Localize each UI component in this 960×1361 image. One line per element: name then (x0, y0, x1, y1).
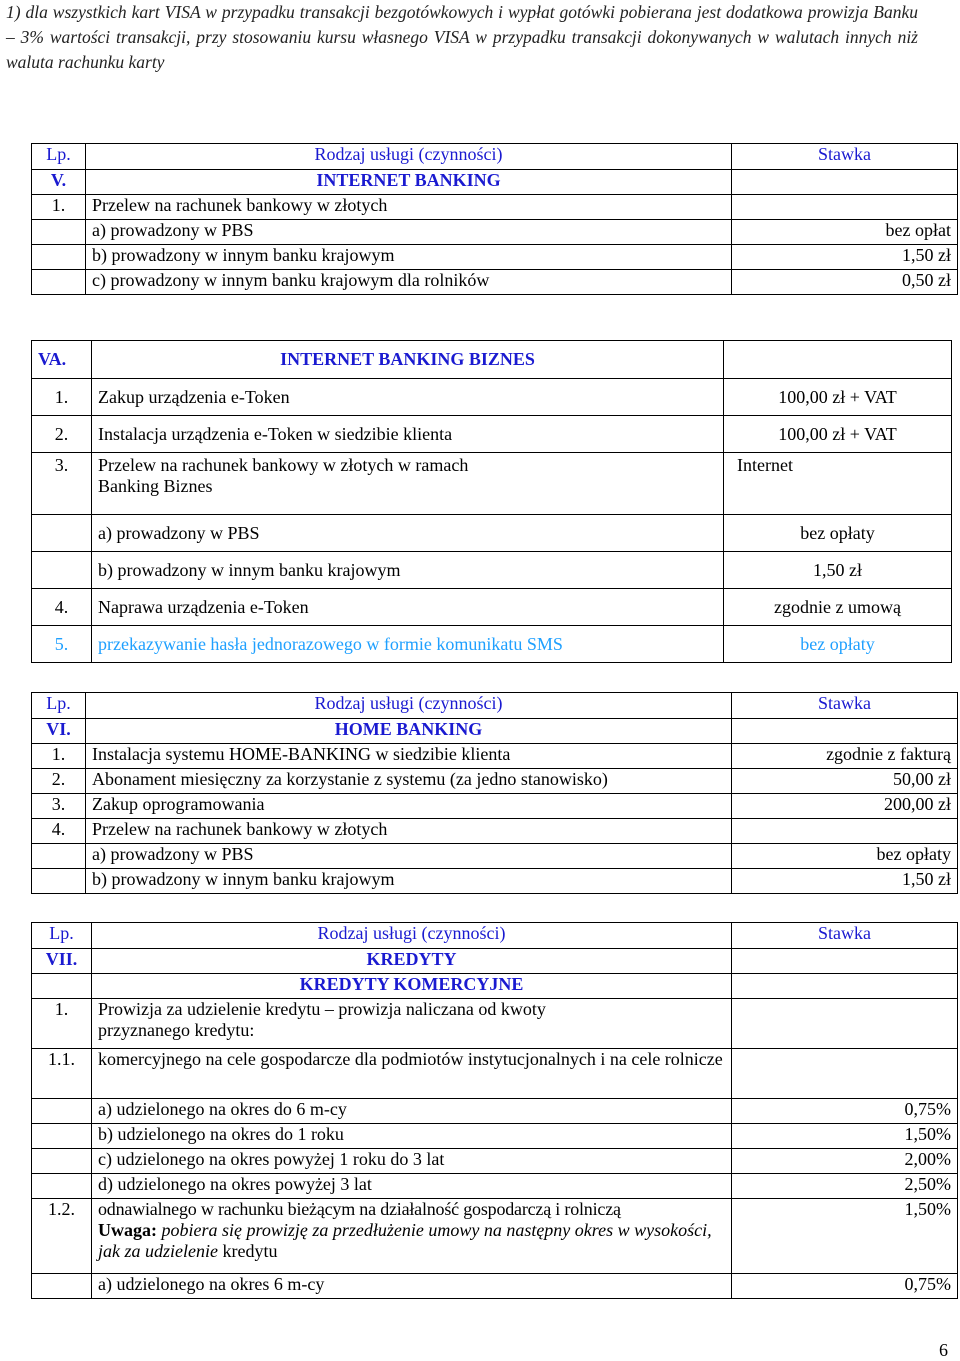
header-lp: Lp. (32, 144, 86, 170)
header-service: Rodzaj usługi (czynności) (86, 144, 732, 170)
table-row: 1. Przelew na rachunek bankowy w złotych (32, 195, 958, 220)
page-number: 6 (939, 1340, 948, 1360)
table-row: 1.2. odnawialnego w rachunku bieżącym na działalność gospodarczą i rolniczą Uwaga: pobiera się prowizję za przedłużenie umowy na następny okres w wysokości, jak za udzielenie kredytu 1,50% (32, 1199, 958, 1274)
table-row: c) prowadzony w innym banku krajowym dla rolników 0,50 zł (32, 270, 958, 295)
table-row: b) prowadzony w innym banku krajowym 1,50 zł (32, 869, 958, 894)
footnote: 1) dla wszystkich kart VISA w przypadku transakcji bezgotówkowych i wypłat gotówki pobierana jest dodatkowa prowizja Banku – 3% wartości transakcji, przy stosowaniu kursu własnego VISA w przypadku transakcji dokonywanych w walutach innych niż waluta rachunku karty (6, 2, 918, 72)
section-title-row (32, 719, 958, 744)
table-row: d) udzielonego na okres powyżej 3 lat 2,50% (32, 1174, 958, 1199)
table-header (32, 144, 958, 170)
table-row: b) prowadzony w innym banku krajowym 1,50 zł (32, 245, 958, 270)
table-row: a) udzielonego na okres do 6 m-cy 0,75% (32, 1099, 958, 1124)
table-internet-banking-biznes (31, 340, 952, 663)
section-number: V. (32, 170, 86, 195)
table-row: 4. Naprawa urządzenia e-Token zgodnie z umową (32, 589, 952, 626)
table-row: a) prowadzony w PBS bez opłaty (32, 515, 952, 552)
section-subtitle: KREDYTY KOMERCYJNE (92, 974, 732, 999)
section-title: INTERNET BANKING BIZNES (92, 341, 724, 379)
table-row: c) udzielonego na okres powyżej 1 roku do 3 lat 2,00% (32, 1149, 958, 1174)
table-row: b) udzielonego na okres do 1 roku 1,50% (32, 1124, 958, 1149)
table-row: a) udzielonego na okres 6 m-cy 0,75% (32, 1274, 958, 1299)
table-header: Lp. Rodzaj usługi (czynności) Stawka (32, 693, 958, 719)
section-number: VA. (32, 341, 92, 379)
table-row: 1. Prowizja za udzielenie kredytu – prowizja naliczana od kwoty przyznanego kredytu: (32, 999, 958, 1049)
table-row: 2. Abonament miesięczny za korzystanie z systemu (za jedno stanowisko) 50,00 zł (32, 769, 958, 794)
table-header: Lp. Rodzaj usługi (czynności) Stawka (32, 923, 958, 949)
table-kredyty (31, 922, 958, 1299)
table-row: 1.1. komercyjnego na cele gospodarcze dla podmiotów instytucjonalnych i na cele rolnicze (32, 1049, 958, 1099)
section-number: VII. (32, 949, 92, 974)
table-row: 2. Instalacja urządzenia e-Token w siedzibie klienta 100,00 zł + VAT (32, 416, 952, 453)
table-row: 3. Przelew na rachunek bankowy w złotych w ramach Internet Banking Biznes (32, 453, 952, 515)
table-internet-banking (31, 143, 958, 295)
section-subtitle-row (32, 974, 958, 999)
table-home-banking (31, 692, 958, 894)
section-number: VI. (32, 719, 86, 744)
section-title: KREDYTY (92, 949, 732, 974)
section-title: INTERNET BANKING (86, 170, 732, 195)
table-row: 4. Przelew na rachunek bankowy w złotych (32, 819, 958, 844)
section-title-row (32, 170, 958, 195)
table-row: a) prowadzony w PBS bez opłat (32, 220, 958, 245)
section-title: HOME BANKING (86, 719, 732, 744)
table-row: 3. Zakup oprogramowania 200,00 zł (32, 794, 958, 819)
table-row: 1. Instalacja systemu HOME-BANKING w siedzibie klienta zgodnie z fakturą (32, 744, 958, 769)
table-row: 5. przekazywanie hasła jednorazowego w formie komunikatu SMS bez opłaty (32, 626, 952, 663)
header-rate: Stawka (732, 144, 958, 170)
section-title-row (32, 949, 958, 974)
table-row: 1. Zakup urządzenia e-Token 100,00 zł + VAT (32, 379, 952, 416)
table-row: a) prowadzony w PBS bez opłaty (32, 844, 958, 869)
section-title-row (32, 341, 952, 379)
table-row: b) prowadzony w innym banku krajowym 1,50 zł (32, 552, 952, 589)
note-label: Uwaga: (98, 1220, 157, 1240)
